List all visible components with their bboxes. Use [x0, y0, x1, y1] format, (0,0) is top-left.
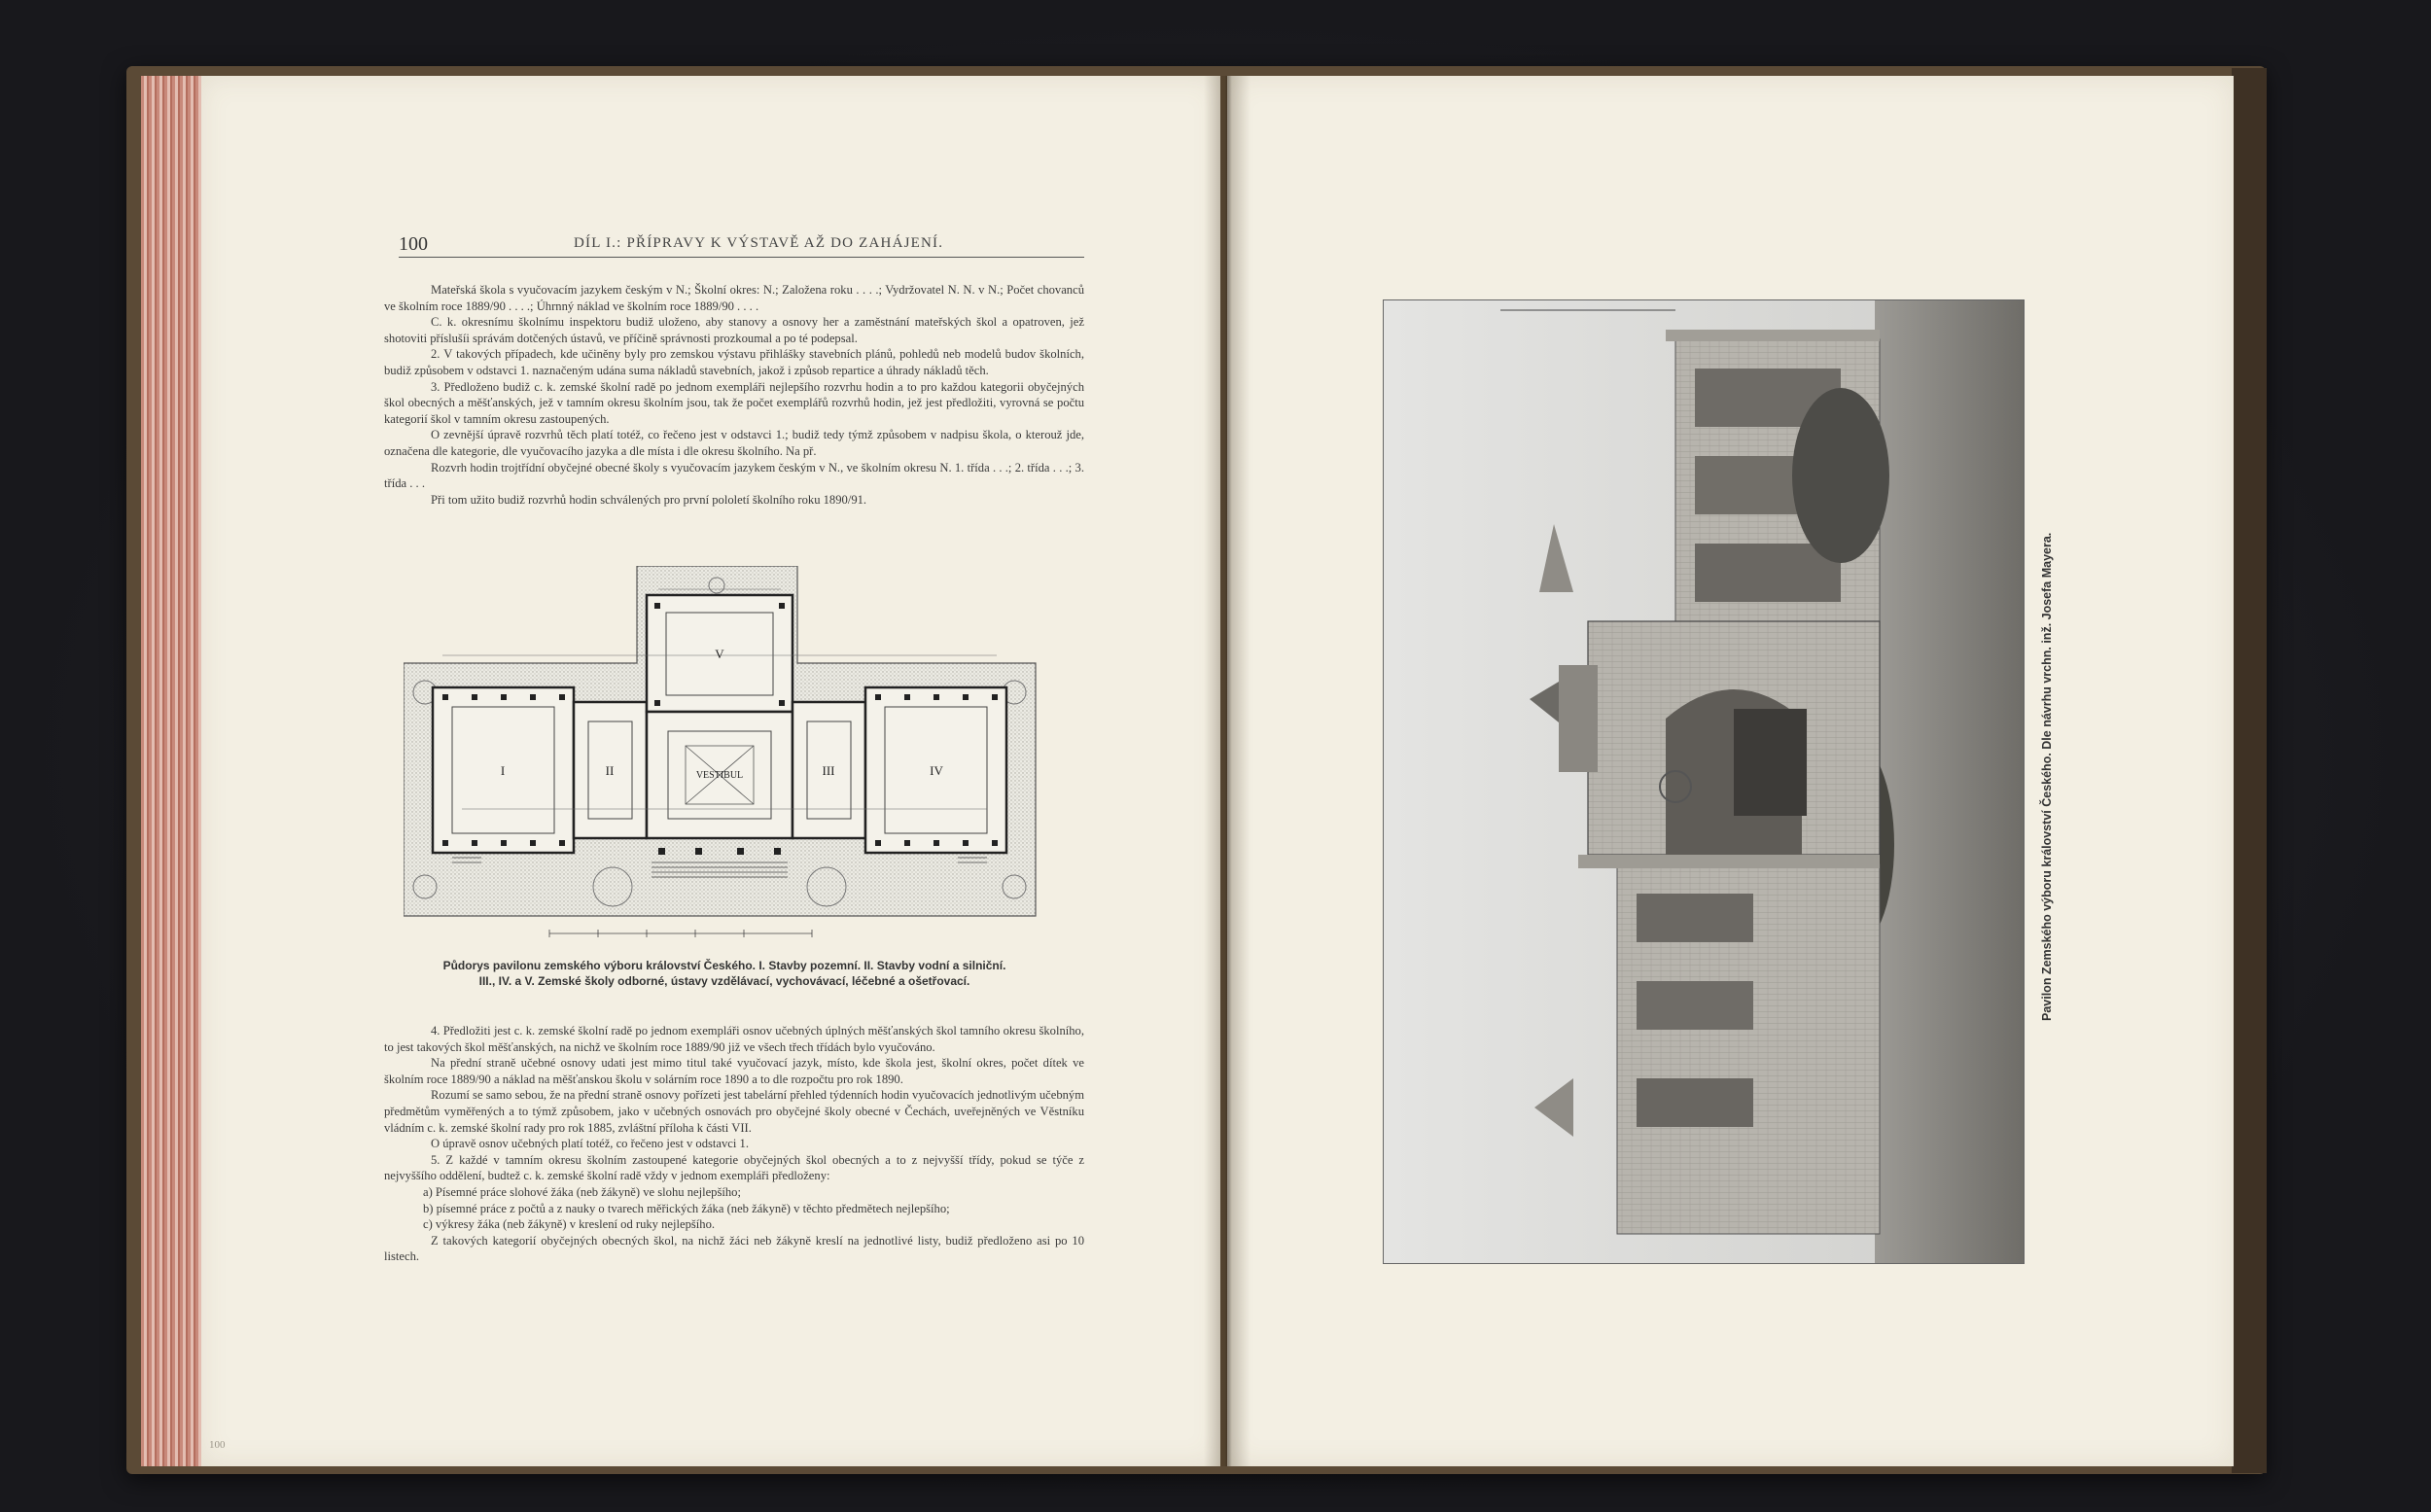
paragraph: 5. Z každé v tamním okresu školním zastoupené kategorie obyčejných škol obecných a to z nejvyšší třídy, pokud se týče z nejvyššího oddělení, budtež c. k. zemské školní radě vždy v jednom exempláři předloženy:: [384, 1152, 1084, 1183]
caption-line: III., IV. a V. Zemské školy odborné, ústavy vzdělávací, vychovávací, léčebné a ošetřovací.: [478, 974, 970, 988]
paragraph: Rozumí se samo sebou, že na přední straně osnovy pořízeti jest tabelární přehled týdenních hodin vyučovacích jednotlivým učebným předmětům vyměřených a to týmž způsobem, jako v učebných osnovách pro obyčejné školy obecné v Čechách, uveřejněných ve Věstníku vládním c. k. zemské školní rady pro rok 1885, zvláštní příloha k části VII.: [384, 1088, 1084, 1135]
floor-plan-figure: [404, 566, 1040, 945]
room-label: VESTIBUL: [695, 770, 744, 781]
pavilion-photograph: [1383, 299, 2025, 1264]
paragraph: Z takových kategorií obyčejných obecných škol, na nichž žáci neb žákyně kreslí na jednotlivé listy, budiž předloženo asi po 10 listech.: [384, 1233, 1084, 1264]
room-label: V: [715, 647, 724, 661]
paragraph: 3. Předloženo budiž c. k. zemské školní radě po jednom exempláři nejlepšího rozvrhu hodin a to pro každou kategorii obyčejných škol obecných a měšťanských, jež v tamním okresu školním jsou, tak že počet exemplářů rozvrhů hodin, jež jest předložiti, vyrovná se počtu kategorií škol v tamním okresu zastoupených.: [384, 379, 1084, 426]
page-edges: [141, 76, 201, 1466]
paragraph: Na přední straně učebné osnovy udati jest mimo titul také vyučovací jazyk, místo, kde škola jest, školní okres, počet dítek ve školním roce 1889/90 a náklad na měšťanskou školu v solárním roce 1890 a to dle rozpočtu pro rok 1890.: [384, 1056, 1084, 1086]
floor-plan-drawing: [404, 566, 1040, 945]
list-item: c) výkresy žáka (neb žákyně) v kreslení od ruky nejlepšího.: [423, 1217, 716, 1232]
pavilion-photo-drawing: [1384, 300, 2024, 1263]
caption-line: Půdorys pavilonu zemského výboru království Českého. I. Stavby pozemní. II. Stavby vodní a silniční.: [442, 959, 1006, 972]
room-label: I: [500, 763, 506, 778]
paragraph: 2. V takových případech, kde učiněny byly pro zemskou výstavu přihlášky stavebních plánů, pohledů neb modelů budov školních, budiž způsobem v odstavci 1. naznačeným udána suma nákladů stavebních, jakož i způsob repartice a úhrady nákladů těch.: [384, 347, 1084, 377]
running-head: DÍL I.: PŘÍPRAVY K VÝSTAVĚ AŽ DO ZAHÁJENÍ.: [574, 235, 944, 251]
paragraph: Mateřská škola s vyučovacím jazykem českým v N.; Školní okres: N.; Založena roku . . . .; Vydržovatel N. N. v N.; Počet chovanců ve školním roce 1889/90 . . . .; Úhrnný náklad ve školním roce 1889/90 . . . .: [384, 283, 1084, 313]
photo-caption: Pavilon Zemského výboru království Českého. Dle návrhu vrchn. inž. Josefa Mayera.: [2040, 532, 2054, 1021]
list-item: a) Písemné práce slohové žáka (neb žákyně) ve slohu nejlepšího;: [423, 1184, 741, 1199]
paragraph: 4. Předložiti jest c. k. zemské školní radě po jednom exempláři osnov učebných úplných měšťanských škol tamního okresu školního, to jest takových škol měšťanských, na nichž ve školním roce 1889/90 již ve všech třech třídách bylo vyučováno.: [384, 1024, 1084, 1054]
running-header: [399, 233, 1084, 258]
figure-caption: [408, 958, 1040, 989]
list-item: b) písemné práce z počtů a z nauky o tvarech měřických žáka (neb žákyně) v těchto předmětech nejlepšího;: [423, 1201, 950, 1215]
room-label: IV: [930, 763, 943, 778]
text-block-top: [384, 282, 1084, 508]
page-number: 100: [399, 233, 428, 255]
room-label: II: [605, 763, 615, 778]
room-label: III: [822, 763, 835, 778]
paragraph: Při tom užito budiž rozvrhů hodin schválených pro první pololetí školního roku 1890/91.: [431, 492, 867, 507]
text-block-bottom: [384, 1023, 1084, 1265]
paragraph: O úpravě osnov učebných platí totéž, co řečeno jest v odstavci 1.: [431, 1137, 749, 1151]
book-cover-edge: [2232, 68, 2267, 1473]
paragraph: O zevnější úpravě rozvrhů těch platí totéž, co řečeno jest v odstavci 1.; budiž tedy týmž způsobem v nadpisu škola, o kterouž jde, označena dle kategorie, dle vyučovacího jazyka a dle místa i dle okresu školního. Na př.: [384, 428, 1084, 458]
book-gutter: [1204, 76, 1251, 1466]
paragraph: Rozvrh hodin trojtřídní obyčejné obecné školy s vyučovacím jazykem českým v N., ve školním okresu N. 1. třída . . .; 2. třída . . .; 3. třída . . .: [384, 460, 1084, 491]
pencil-mark: 100: [209, 1439, 226, 1451]
paragraph: C. k. okresnímu školnímu inspektoru budiž uloženo, aby stanovy a osnovy her a zaměstnání mateřských škol a opatroven, jež shotoviti příslušíi správám dotčených ústavů, ve příčině správnosti prozkoumal a po té podepsal.: [384, 315, 1084, 345]
